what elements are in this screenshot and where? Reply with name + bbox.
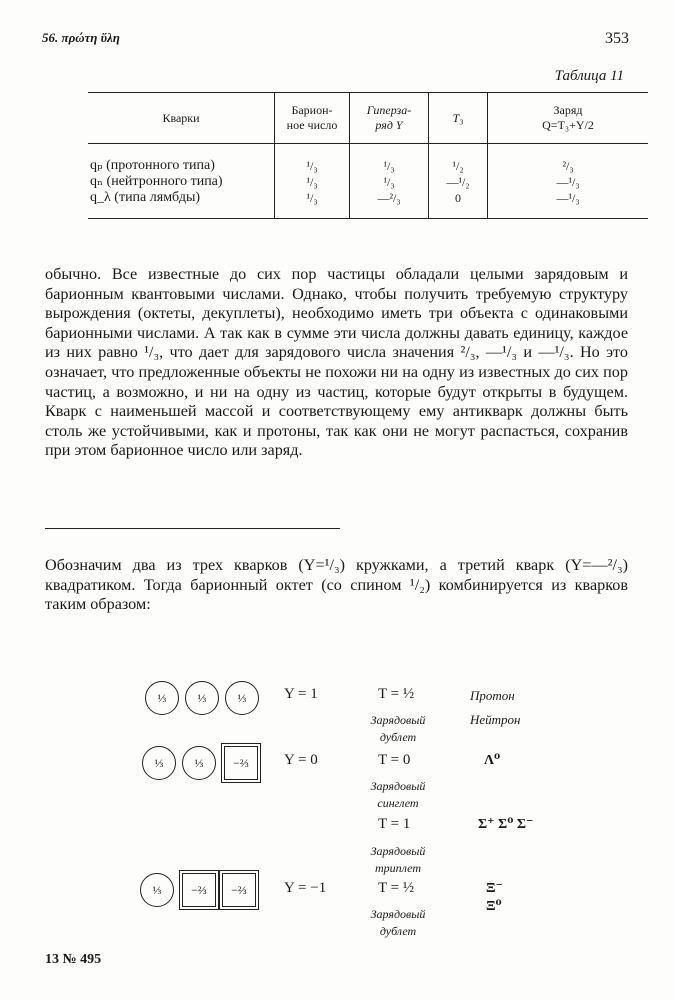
- multiplet-label: Зарядовый триплет: [370, 844, 426, 875]
- page-number: 353: [605, 30, 629, 47]
- multiplet-label: Зарядовый дублет: [370, 907, 426, 938]
- particle-name: Ξ⁻: [486, 881, 503, 896]
- table-header-row: [88, 93, 648, 144]
- quark-cell: qₚ (протонного типа): [90, 158, 215, 173]
- quark-circle: ⅓: [142, 746, 176, 780]
- baryon-cell: ¹/₃: [275, 158, 350, 174]
- quark-cell: q_λ (типа лямбды): [88, 190, 275, 219]
- hypercharge-label: Y = −1: [284, 880, 327, 896]
- quark-circle: ⅓: [140, 873, 174, 907]
- quark-circle: ⅓: [182, 746, 216, 780]
- quark-circle: ⅓: [185, 681, 219, 715]
- running-head: 56. πρώτη ὕλη: [42, 30, 120, 45]
- signature-mark: 13 № 495: [45, 952, 102, 967]
- t3-cell: —¹/₂: [429, 174, 488, 190]
- particle-name: Протон: [470, 688, 515, 703]
- hypercharge-cell: —²/₃: [350, 190, 429, 219]
- quark-square: −⅔: [224, 746, 258, 780]
- table-caption: Таблица 11: [554, 68, 624, 84]
- isospin-label: T = ½: [378, 686, 415, 702]
- body-paragraph: Обозначим два из трех кварков (Y=¹/₃) кружками, а третий кварк (Y=—²/₃) квадратиком. Тогда барионный октет (со спином ¹/₂) комбинируется из кварков таким образом:: [45, 556, 628, 614]
- isospin-label: T = 1: [378, 816, 411, 832]
- column-header: Барион- ное число: [275, 93, 350, 144]
- section-divider: [45, 528, 340, 529]
- column-header: Заряд Q=T₃+Y/2: [488, 93, 649, 144]
- quark-table: [88, 92, 648, 219]
- multiplet-label: Зарядовый дублет: [370, 713, 426, 744]
- particle-name: Нейтрон: [470, 712, 521, 727]
- table-row: [88, 190, 648, 219]
- hypercharge-cell: ¹/₃: [350, 174, 429, 190]
- charge-cell: ²/₃: [488, 158, 649, 174]
- particle-name: Σ⁺ Σ⁰ Σ⁻: [478, 817, 534, 832]
- quark-circle: ⅓: [145, 681, 179, 715]
- table-row: [88, 158, 648, 174]
- hypercharge-label: Y = 1: [284, 686, 318, 702]
- body-paragraph: обычно. Все известные до сих пор частицы обладали целыми зарядовым и барионным квантовыми числами. Однако, чтобы получить требуемую структуру вырождения (октеты, декуплеты), необходимо иметь три объекта с одинаковыми барионными числами. А так как в сумме эти числа должны давать единицу, каждое из них равно ¹/₃, что дает для зарядового числа значения ²/₃, —¹/₃ и —¹/₃. Но это означает, что предложенные объекты не похожи ни на одну из известных до сих пор частиц, а возможно, и ни на одну из частиц, которые будут открыты в будущем. Кварк с наименьшей массой и соответствующему ему антикварк должны быть столь же устойчивыми, как и протоны, так как они не могут распасться, сохранив при этом барионное число или заряд.: [45, 265, 628, 460]
- particle-name: Ξ⁰: [486, 899, 502, 914]
- baryon-cell: ¹/₃: [275, 190, 350, 219]
- particle-name: Λ⁰: [484, 753, 501, 768]
- t3-cell: ¹/₂: [429, 158, 488, 174]
- isospin-label: T = 0: [378, 752, 411, 768]
- column-header: Гиперза- ряд Y: [350, 93, 429, 144]
- charge-cell: —¹/₃: [488, 190, 649, 219]
- quark-square: −⅔: [182, 873, 216, 907]
- quark-circle: ⅓: [225, 681, 259, 715]
- hypercharge-label: Y = 0: [284, 752, 318, 768]
- t3-cell: 0: [429, 190, 488, 219]
- column-header: T₃: [429, 93, 488, 144]
- quark-square: −⅔: [222, 873, 256, 907]
- hypercharge-cell: ¹/₃: [350, 158, 429, 174]
- baryon-cell: ¹/₃: [275, 174, 350, 190]
- quark-cell: qₙ (нейтронного типа): [90, 174, 223, 189]
- charge-cell: —¹/₃: [488, 174, 649, 190]
- isospin-label: T = ½: [378, 880, 415, 896]
- multiplet-label: Зарядовый синглет: [370, 779, 426, 810]
- column-header: Кварки: [88, 93, 275, 144]
- table-row: [88, 174, 648, 190]
